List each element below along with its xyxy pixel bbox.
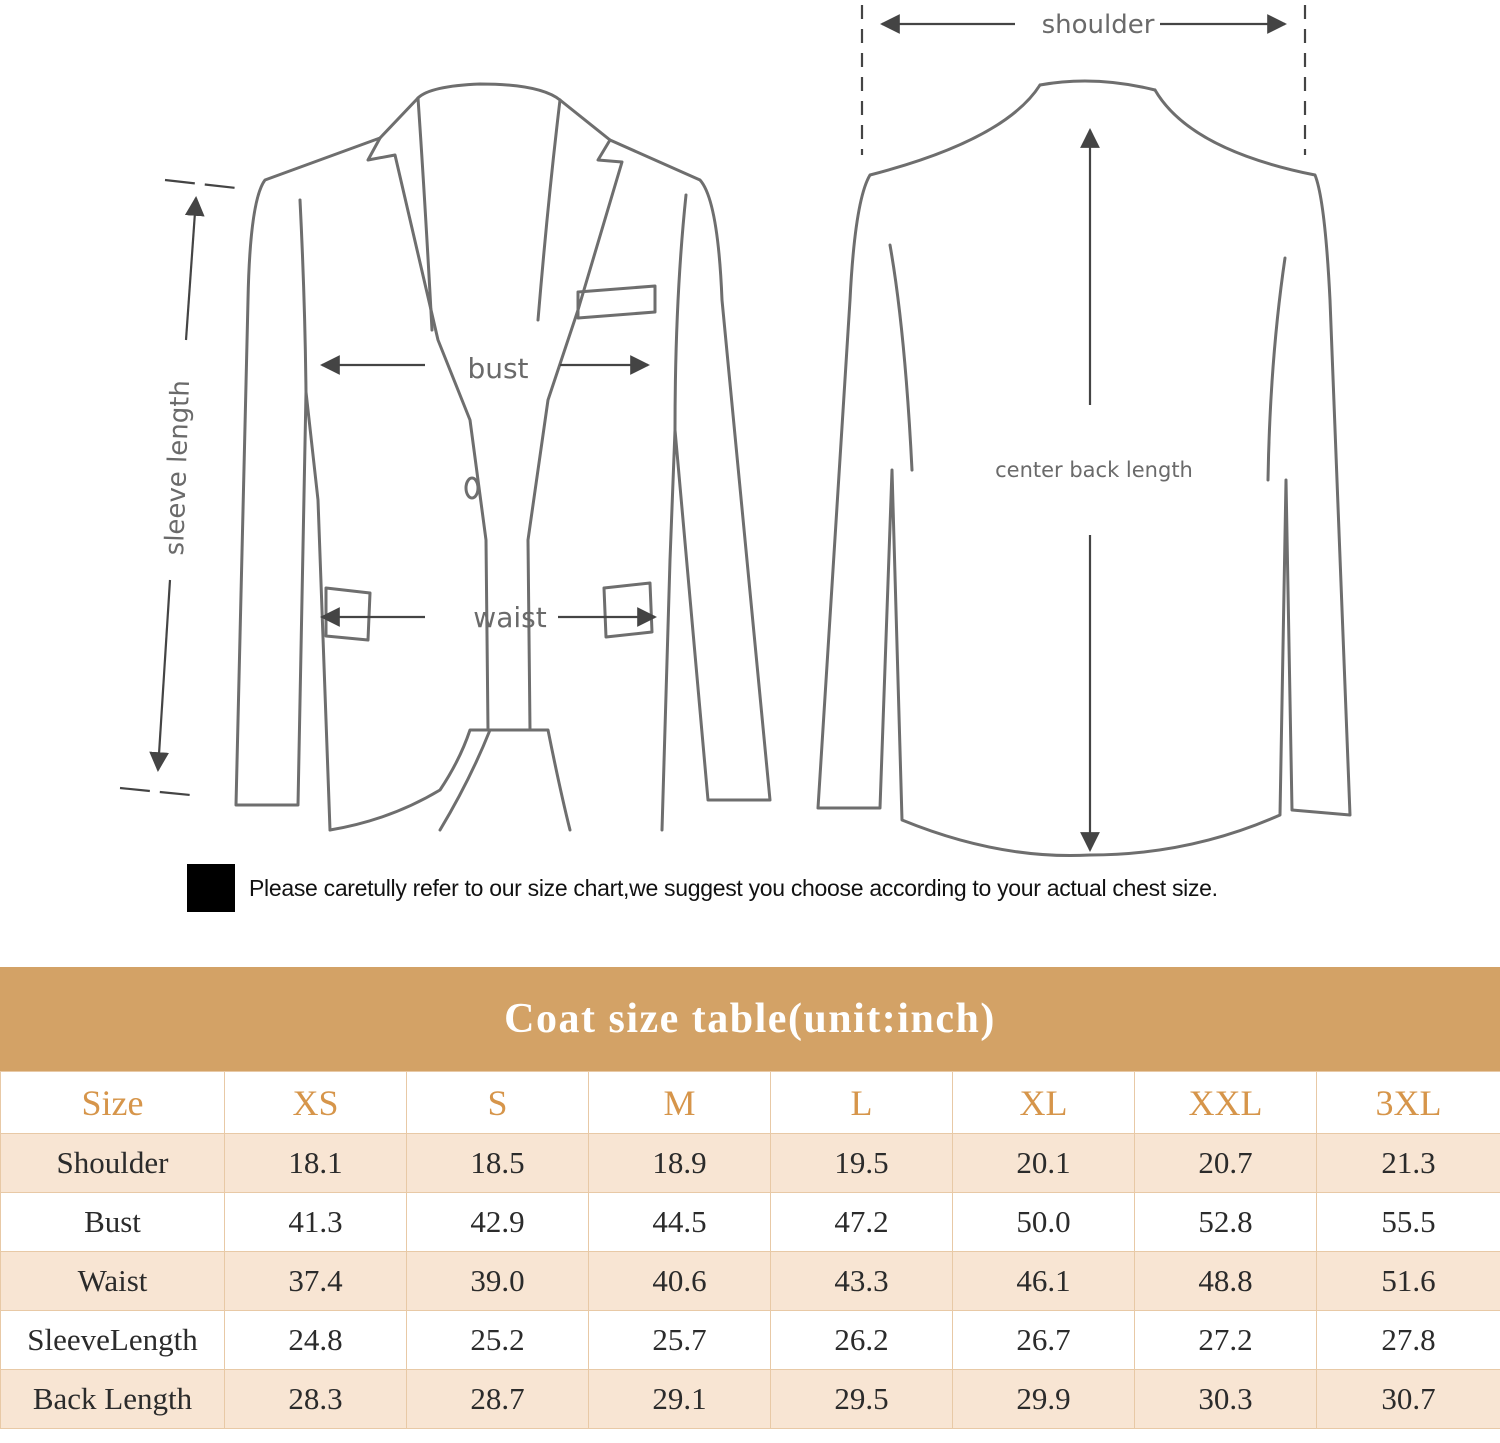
column-header: XXL bbox=[1135, 1072, 1317, 1134]
table-cell: 44.5 bbox=[589, 1193, 771, 1252]
table-cell: 47.2 bbox=[771, 1193, 953, 1252]
shoulder-label: shoulder bbox=[1041, 10, 1155, 40]
column-header: XL bbox=[953, 1072, 1135, 1134]
table-cell: 26.7 bbox=[953, 1311, 1135, 1370]
column-header: S bbox=[407, 1072, 589, 1134]
front-coat-outline bbox=[236, 84, 770, 830]
row-label: SleeveLength bbox=[1, 1311, 225, 1370]
table-cell: 20.7 bbox=[1135, 1134, 1317, 1193]
table-cell: 19.5 bbox=[771, 1134, 953, 1193]
table-cell: 30.7 bbox=[1317, 1370, 1500, 1429]
table-cell: 29.1 bbox=[589, 1370, 771, 1429]
row-label: Back Length bbox=[1, 1370, 225, 1429]
table-cell: 27.8 bbox=[1317, 1311, 1500, 1370]
table-cell: 46.1 bbox=[953, 1252, 1135, 1311]
sleeve-guide-top bbox=[165, 180, 236, 188]
table-cell: 25.7 bbox=[589, 1311, 771, 1370]
column-header: L bbox=[771, 1072, 953, 1134]
table-cell: 21.3 bbox=[1317, 1134, 1500, 1193]
table-cell: 39.0 bbox=[407, 1252, 589, 1311]
table-cell: 52.8 bbox=[1135, 1193, 1317, 1252]
table-cell: 29.9 bbox=[953, 1370, 1135, 1429]
table-cell: 18.9 bbox=[589, 1134, 771, 1193]
table-cell: 30.3 bbox=[1135, 1370, 1317, 1429]
note-bullet-square bbox=[187, 864, 235, 912]
table-row bbox=[1, 1134, 1500, 1193]
table-cell: 55.5 bbox=[1317, 1193, 1500, 1252]
table-cell: 43.3 bbox=[771, 1252, 953, 1311]
table-row bbox=[1, 1252, 1500, 1311]
bust-label: bust bbox=[467, 352, 529, 385]
column-header: Size bbox=[1, 1072, 225, 1134]
table-cell: 18.5 bbox=[407, 1134, 589, 1193]
table-cell: 42.9 bbox=[407, 1193, 589, 1252]
column-header: XS bbox=[225, 1072, 407, 1134]
column-header: M bbox=[589, 1072, 771, 1134]
table-cell: 50.0 bbox=[953, 1193, 1135, 1252]
table-cell: 41.3 bbox=[225, 1193, 407, 1252]
sleeve-guide-bottom bbox=[120, 788, 190, 795]
size-table-grid bbox=[0, 1071, 1500, 1429]
table-cell: 26.2 bbox=[771, 1311, 953, 1370]
table-cell: 51.6 bbox=[1317, 1252, 1500, 1311]
table-cell: 25.2 bbox=[407, 1311, 589, 1370]
table-cell: 28.3 bbox=[225, 1370, 407, 1429]
size-table-title: Coat size table(unit:inch) bbox=[0, 967, 1500, 1071]
row-label: Shoulder bbox=[1, 1134, 225, 1193]
table-cell: 48.8 bbox=[1135, 1252, 1317, 1311]
sleeve-arrow-bottom bbox=[158, 580, 170, 770]
table-row bbox=[1, 1311, 1500, 1370]
table-cell: 28.7 bbox=[407, 1370, 589, 1429]
row-label: Waist bbox=[1, 1252, 225, 1311]
table-cell: 40.6 bbox=[589, 1252, 771, 1311]
table-header-row bbox=[1, 1072, 1500, 1134]
sleeve-arrow-top bbox=[186, 198, 196, 340]
sleeve-length-label: sleeve length bbox=[159, 379, 197, 556]
table-cell: 37.4 bbox=[225, 1252, 407, 1311]
table-row bbox=[1, 1193, 1500, 1252]
table-row bbox=[1, 1370, 1500, 1429]
note-text: Please caretully refer to our size chart,we suggest you choose according to your actual chest size. bbox=[249, 874, 1218, 901]
table-cell: 24.8 bbox=[225, 1311, 407, 1370]
table-cell: 29.5 bbox=[771, 1370, 953, 1429]
column-header: 3XL bbox=[1317, 1072, 1500, 1134]
size-note bbox=[187, 864, 1218, 912]
row-label: Bust bbox=[1, 1193, 225, 1252]
waist-label: waist bbox=[473, 601, 547, 634]
table-cell: 20.1 bbox=[953, 1134, 1135, 1193]
size-table bbox=[0, 967, 1500, 1429]
table-cell: 18.1 bbox=[225, 1134, 407, 1193]
center-back-length-label: center back length bbox=[995, 458, 1193, 482]
table-cell: 27.2 bbox=[1135, 1311, 1317, 1370]
